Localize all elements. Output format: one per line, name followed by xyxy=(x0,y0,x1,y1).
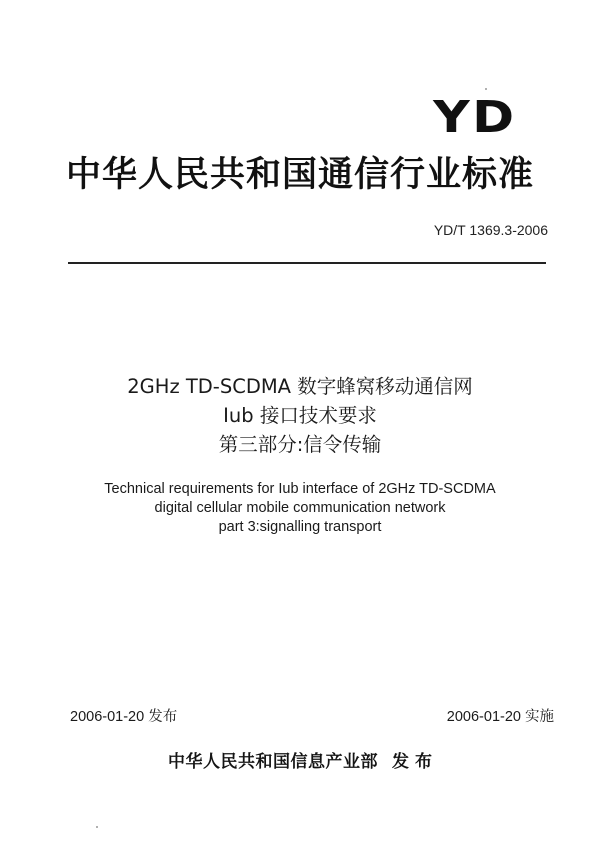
implementation-date: 2006-01-20 实施 xyxy=(446,709,554,725)
issue-date: 2006-01-20 发布 xyxy=(70,709,178,725)
english-title-line-1: Technical requirements for Iub interface of 2GHz TD-SCDMA xyxy=(104,481,496,497)
standard-category-title: 中华人民共和国通信行业标准 xyxy=(65,155,534,195)
issuer-action: 发 布 xyxy=(392,752,432,772)
chinese-title-line-1: 2GHz TD-SCDMA 数字蜂窝移动通信网 xyxy=(127,375,473,398)
yd-logo: YD xyxy=(432,92,516,143)
standard-number: YD/T 1369.3-2006 xyxy=(433,222,548,238)
scan-speck xyxy=(485,88,487,90)
chinese-title-line-3: 第三部分:信令传输 xyxy=(218,433,382,456)
chinese-title-block xyxy=(0,372,600,459)
english-title-block xyxy=(0,480,600,537)
chinese-title-line-2: Iub 接口技术要求 xyxy=(223,404,377,427)
issuer-line xyxy=(0,747,600,772)
english-title-line-3: part 3:signalling transport xyxy=(218,519,382,535)
scan-speck xyxy=(96,826,98,828)
header-divider xyxy=(68,262,546,264)
issuing-organization: 中华人民共和国信息产业部 xyxy=(168,752,379,772)
english-title-line-2: digital cellular mobile communication network xyxy=(154,500,446,516)
